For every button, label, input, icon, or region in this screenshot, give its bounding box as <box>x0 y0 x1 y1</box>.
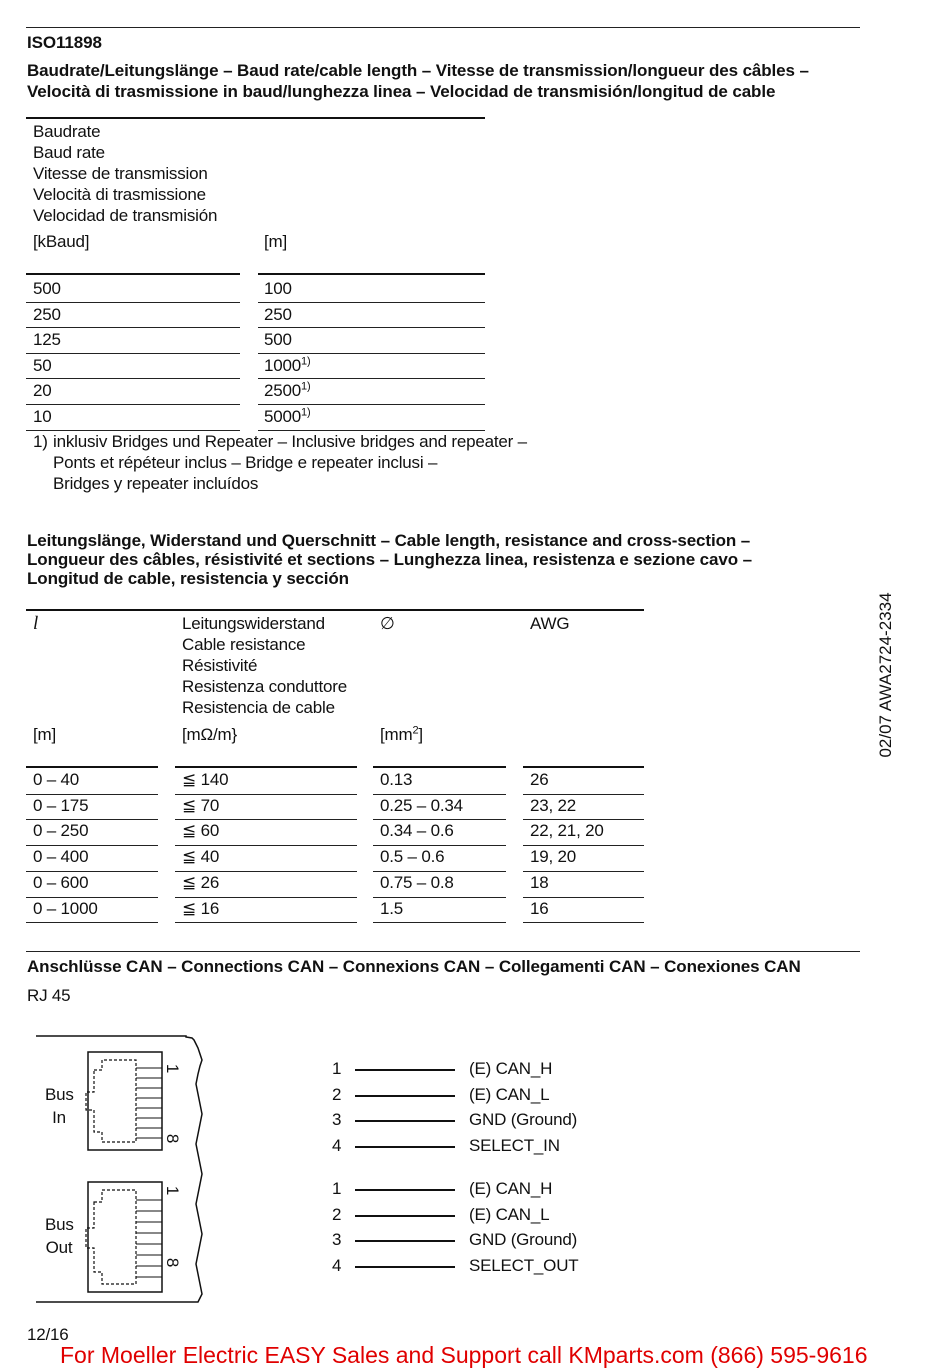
table1-top-rule <box>26 117 485 119</box>
table2-length-cell: 0 – 40 <box>33 770 80 789</box>
page-title: ISO11898 <box>27 33 102 52</box>
table1-header-rule-col1 <box>26 273 240 275</box>
table2-awg-cell: 23, 22 <box>530 795 577 815</box>
pin-wire <box>355 1215 455 1217</box>
table1-length-cell <box>264 328 292 352</box>
pin-signal-label: GND (Ground) <box>469 1230 578 1249</box>
bus-out-pin-last-label: 8 <box>163 1257 183 1268</box>
footnote-ref: 1) <box>301 380 311 393</box>
table2-awg-cell: 26 <box>530 770 549 789</box>
table2-resistance-cell: ≦ 70 <box>182 795 220 815</box>
table1-header-rule-col2 <box>258 273 485 275</box>
pin-wire <box>355 1189 455 1191</box>
table2-resistance-cell: ≦ 140 <box>182 770 229 789</box>
pin-number: 1 <box>332 1179 342 1198</box>
table1-col1-unit: [kBaud] <box>33 232 90 251</box>
pin-wire <box>355 1120 455 1122</box>
pin-wire <box>355 1095 455 1097</box>
table2-resistance-cell: ≦ 16 <box>182 898 220 918</box>
table1-length-value: 5000 <box>264 407 302 426</box>
table2-section-cell: 0.34 – 0.6 <box>380 821 454 841</box>
bus-out-label <box>45 1214 73 1258</box>
table1-length-cell <box>264 405 310 429</box>
table2-col2-header <box>182 613 347 718</box>
table1-baud-cell: 125 <box>33 330 61 350</box>
table2-row-rule <box>523 922 644 923</box>
table2-resistance-cell: ≦ 26 <box>182 872 220 892</box>
table2-col3-unit <box>380 724 423 745</box>
top-rule <box>26 27 860 28</box>
footnote-marker: 1) <box>33 432 48 451</box>
table1-length-value: 100 <box>264 279 292 298</box>
table2-awg-cell: 22, 21, 20 <box>530 821 604 841</box>
footnote-line: inklusiv Bridges und Repeater – Inclusive bridges and repeater – <box>53 432 527 451</box>
bus-in-jack-inner <box>86 1060 136 1142</box>
table2-section-cell: 0.75 – 0.8 <box>380 872 454 892</box>
table2-section-cell: 1.5 <box>380 898 404 918</box>
table1-col1-header <box>33 121 217 226</box>
bus-in-pin-last-label: 8 <box>163 1133 183 1144</box>
table1-length-value: 1000 <box>264 355 302 375</box>
section1-heading-line2: Velocità di trasmissione in baud/lunghezza linea – Velocidad de transmisión/longitud de cable <box>27 82 776 101</box>
section2-heading-line1: Leitungslänge, Widerstand und Querschnitt – Cable length, resistance and cross-section – <box>27 531 751 550</box>
table1-row-rule <box>26 378 240 379</box>
table1-baud-cell: 10 <box>33 407 52 426</box>
table2-row-rule <box>175 922 357 923</box>
table1-header-line: Baud rate <box>33 143 105 162</box>
footnote-ref: 1) <box>301 406 311 419</box>
pin-signal-label: SELECT_OUT <box>469 1255 579 1275</box>
footnote-text <box>53 431 527 494</box>
pin-signal-label: (E) CAN_L <box>469 1204 550 1224</box>
table2-section-cell: 0.13 <box>380 770 413 789</box>
table1-row-rule <box>258 302 485 303</box>
table2-section-cell: 0.5 – 0.6 <box>380 847 445 867</box>
table2-header-line: Résistivité <box>182 656 258 675</box>
pin-number: 2 <box>332 1204 342 1224</box>
table2-resistance-cell: ≦ 40 <box>182 847 220 867</box>
table1-col2-unit: [m] <box>264 232 288 251</box>
table2-length-cell: 0 – 250 <box>33 821 89 841</box>
table2-row-rule <box>26 922 158 923</box>
section3-heading: Anschlüsse CAN – Connections CAN – Connexions CAN – Collegamenti CAN – Conexiones CAN <box>27 957 801 976</box>
section1-heading-line1: Baudrate/Leitungslänge – Baud rate/cable length – Vitesse de transmission/longueur des câbles – <box>27 61 809 80</box>
pin-signal-label: (E) CAN_H <box>469 1179 553 1198</box>
table1-row-rule <box>26 404 240 405</box>
table1-row-rule <box>258 327 485 328</box>
table1-length-value: 2500 <box>264 381 302 401</box>
pin-number: 3 <box>332 1230 342 1249</box>
bus-in-jack-outer <box>88 1052 162 1150</box>
pin-number: 4 <box>332 1135 342 1155</box>
table2-length-cell: 0 – 600 <box>33 872 89 892</box>
table2-header-line: Leitungswiderstand <box>182 614 325 633</box>
unit-text: [mm <box>380 725 413 744</box>
table2-awg-cell: 18 <box>530 872 549 892</box>
pin-signal-label: (E) CAN_H <box>469 1059 553 1078</box>
table2-header-line: Resistencia de cable <box>182 698 335 717</box>
table1-header-line: Velocità di trasmissione <box>33 185 206 204</box>
table2-col1-symbol: l <box>33 613 39 634</box>
section2-heading-line2: Longueur des câbles, résistivité et sections – Lunghezza linea, resistenza e sezione cavo – <box>27 550 753 569</box>
table1-length-cell <box>264 379 310 403</box>
footnote-ref: 1) <box>301 355 311 368</box>
bus-out-label-line2: Out <box>45 1238 73 1257</box>
table2-col2-unit: [mΩ/m} <box>182 725 237 744</box>
bus-out-pin-contacts <box>136 1200 162 1277</box>
bus-out-pin-first-label: 1 <box>163 1185 183 1196</box>
table2-top-rule <box>26 609 644 611</box>
section3-rule <box>26 951 860 952</box>
table1-length-cell <box>264 354 310 378</box>
table2-col4-header: AWG <box>530 614 570 633</box>
pin-number: 4 <box>332 1255 342 1275</box>
section2-heading-line3: Longitud de cable, resistencia y sección <box>27 569 349 588</box>
footer-advert: For Moeller Electric EASY Sales and Support call KMparts.com (866) 595-9616 <box>60 1342 868 1368</box>
table2-row-rule <box>373 922 506 923</box>
table2-awg-cell: 19, 20 <box>530 847 577 867</box>
table2-length-cell: 0 – 400 <box>33 847 89 867</box>
table2-col1-unit: [m] <box>33 725 57 744</box>
bus-out-jack-outer <box>88 1182 162 1292</box>
table1-length-value: 500 <box>264 330 292 350</box>
table2-resistance-cell: ≦ 60 <box>182 821 220 841</box>
unit-text-end: ] <box>418 725 423 744</box>
footnote-line: Ponts et répéteur inclus – Bridge e repeater inclusi – <box>53 453 438 472</box>
pin-wire <box>355 1146 455 1148</box>
section3-subheading: RJ 45 <box>27 986 71 1005</box>
table1-length-cell <box>264 277 292 301</box>
bus-in-label-line2: In <box>52 1108 66 1127</box>
pin-signal-label: SELECT_IN <box>469 1135 560 1155</box>
bus-out-jack-inner <box>86 1190 136 1284</box>
table1-row-rule <box>26 353 240 354</box>
bus-in-pin-contacts <box>136 1068 162 1138</box>
pin-signal-label: GND (Ground) <box>469 1110 578 1129</box>
table1-length-value: 250 <box>264 304 292 324</box>
pin-wire <box>355 1069 455 1071</box>
table1-baud-cell: 20 <box>33 381 52 401</box>
pin-number: 3 <box>332 1110 342 1129</box>
table1-header-line: Velocidad de transmisión <box>33 206 218 225</box>
table2-header-line: Cable resistance <box>182 635 306 654</box>
table1-header-line: Vitesse de transmission <box>33 164 208 183</box>
pin-wire <box>355 1266 455 1268</box>
bus-in-label-line1: Bus <box>45 1085 74 1104</box>
table1-length-cell <box>264 303 292 327</box>
table2-header-line: Resistenza conduttore <box>182 677 347 696</box>
table1-baud-cell: 250 <box>33 304 61 324</box>
pin-number: 1 <box>332 1059 342 1078</box>
document-code: 02/07 AWA2724-2334 <box>876 592 895 758</box>
table1-baud-cell: 50 <box>33 355 52 375</box>
table2-col3-symbol: ∅ <box>380 614 395 633</box>
table2-section-cell: 0.25 – 0.34 <box>380 795 463 815</box>
table2-awg-cell: 16 <box>530 898 549 918</box>
bus-in-label <box>45 1084 73 1128</box>
table2-length-cell: 0 – 1000 <box>33 898 98 918</box>
footnote-line: Bridges y repeater incluídos <box>53 474 259 493</box>
table2-length-cell: 0 – 175 <box>33 795 89 815</box>
unit-superscript: 2 <box>412 724 419 737</box>
pin-signal-label: (E) CAN_L <box>469 1084 550 1104</box>
page-number: 12/16 <box>27 1325 69 1344</box>
table1-baud-cell: 500 <box>33 279 61 298</box>
bus-in-pin-first-label: 1 <box>163 1063 183 1074</box>
pin-wire <box>355 1240 455 1242</box>
bus-out-label-line1: Bus <box>45 1215 74 1234</box>
table1-header-line: Baudrate <box>33 122 101 141</box>
pin-number: 2 <box>332 1084 342 1104</box>
